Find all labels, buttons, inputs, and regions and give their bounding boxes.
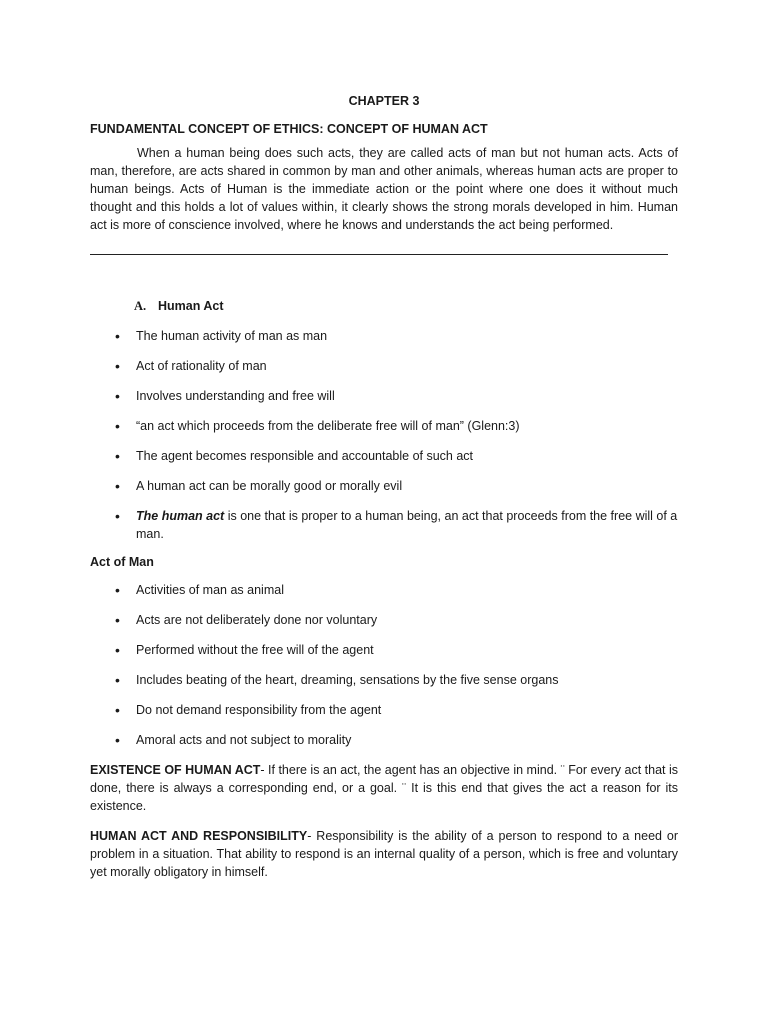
existence-text: - If there is an act, the agent has an objective in mind. ¨ For every act that is done, there is always a corresponding end, or a goal. ¨ It is this end that gives the act a reason for its existence. bbox=[90, 763, 678, 813]
intro-paragraph: When a human being does such acts, they are called acts of man but not human acts. Acts of man, therefore, are acts shared in common by man and other animals, whereas human acts are proper to human beings. Acts of Human is the immediate action or the point where one does it without much thought and this holds a lot of values within, it clearly shows the strong morals developed in him. Human act is more of conscience involved, where he knows and understands the act being performed. bbox=[90, 146, 678, 232]
responsibility-paragraph bbox=[90, 827, 678, 881]
act-of-man-list bbox=[90, 581, 678, 749]
list-item: • Performed without the free will of the agent bbox=[90, 641, 678, 659]
list-item-text: is one that is proper to a human being, an act that proceeds from the free will of a man. bbox=[136, 509, 678, 541]
list-item: • Involves understanding and free will bbox=[90, 387, 678, 405]
section-letter: A. bbox=[134, 299, 147, 313]
emphasis-text: The human act bbox=[136, 509, 225, 523]
list-item: • The human activity of man as man bbox=[90, 327, 678, 345]
horizontal-rule bbox=[90, 254, 668, 255]
responsibility-text: - Responsibility is the ability of a person to respond to a need or problem in a situation. That ability to respond is an internal quality of a person, which is free and voluntary yet morally obligatory in himself. bbox=[90, 829, 678, 879]
document-body bbox=[90, 92, 678, 881]
list-item: • A human act can be morally good or morally evil bbox=[90, 477, 678, 495]
list-item: • The agent becomes responsible and accountable of such act bbox=[90, 447, 678, 465]
existence-lead: EXISTENCE OF HUMAN ACT bbox=[90, 763, 261, 777]
act-of-man-heading: Act of Man bbox=[90, 555, 154, 569]
list-item: • Do not demand responsibility from the agent bbox=[90, 701, 678, 719]
list-item: • Activities of man as animal bbox=[90, 581, 678, 599]
responsibility-lead: HUMAN ACT AND RESPONSIBILITY bbox=[90, 829, 308, 843]
existence-paragraph bbox=[90, 761, 678, 815]
human-act-list bbox=[90, 327, 678, 543]
chapter-label: CHAPTER 3 bbox=[348, 94, 420, 108]
section-a-heading bbox=[134, 297, 678, 315]
list-item: • Act of rationality of man bbox=[90, 357, 678, 375]
list-item: • Amoral acts and not subject to morality bbox=[90, 731, 678, 749]
list-item: • Acts are not deliberately done nor voluntary bbox=[90, 611, 678, 629]
chapter-title: FUNDAMENTAL CONCEPT OF ETHICS: CONCEPT OF HUMAN ACT bbox=[90, 122, 488, 136]
section-title: Human Act bbox=[158, 299, 224, 313]
list-item: • “an act which proceeds from the deliberate free will of man” (Glenn:3) bbox=[90, 417, 678, 435]
list-item: • Includes beating of the heart, dreaming, sensations by the five sense organs bbox=[90, 671, 678, 689]
list-item bbox=[90, 507, 678, 543]
